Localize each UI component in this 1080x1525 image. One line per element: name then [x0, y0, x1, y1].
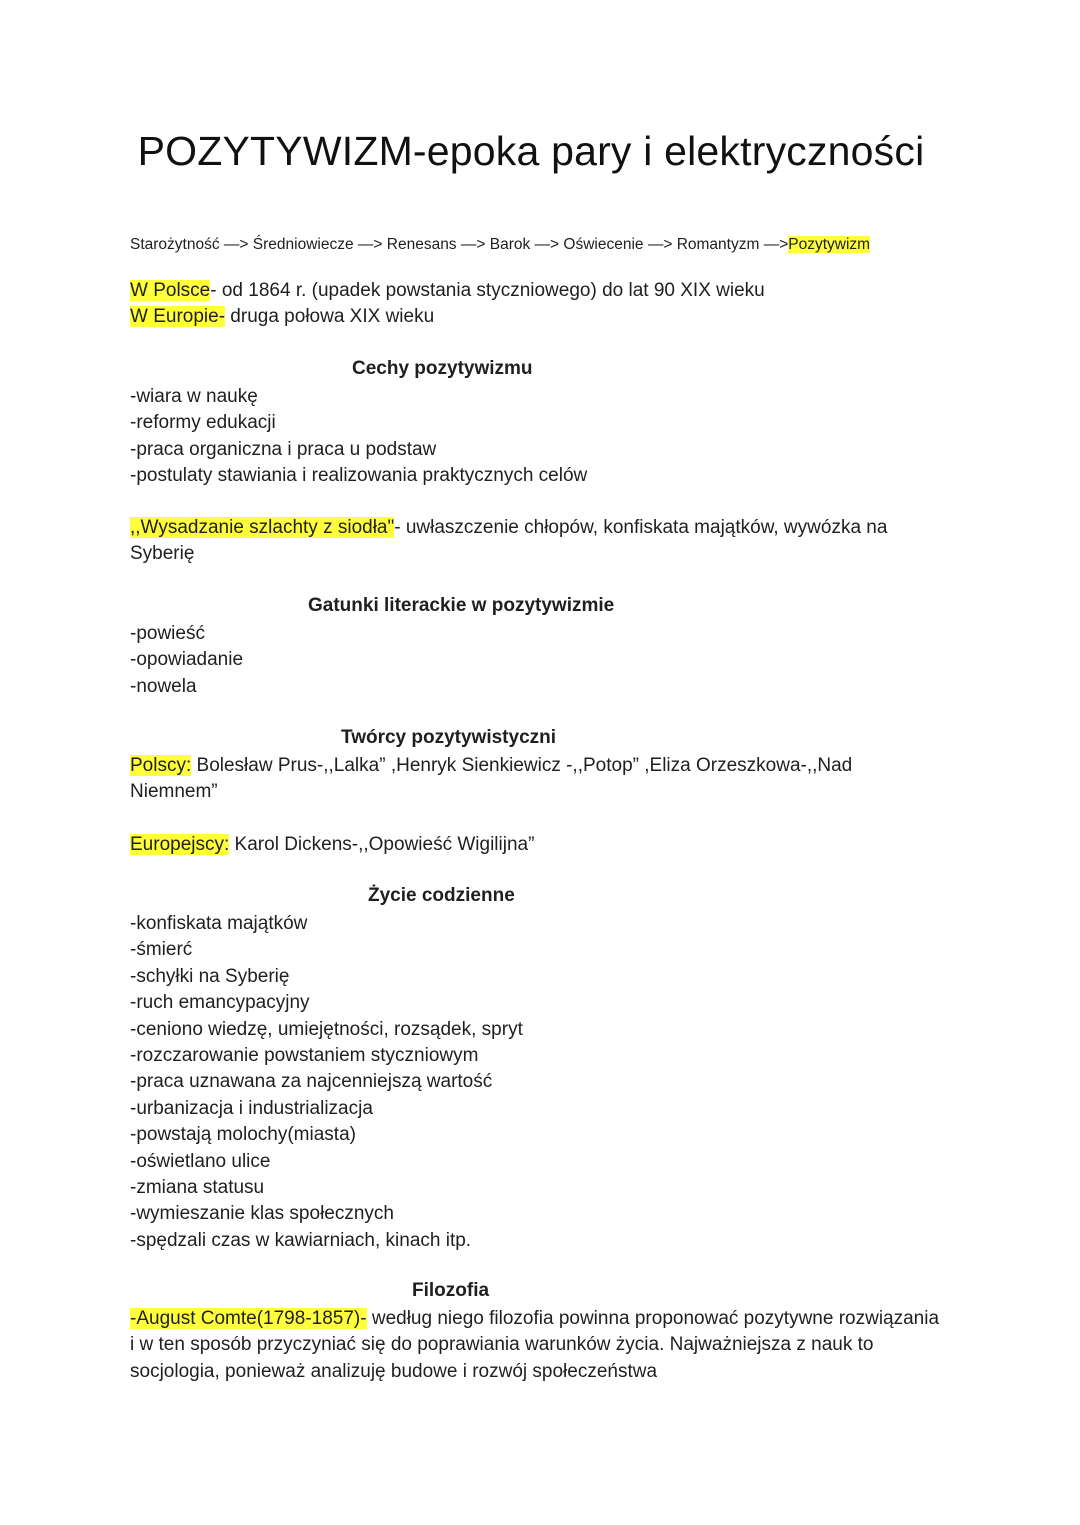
genres-list — [130, 621, 243, 700]
list-item: -urbanizacja i industrializacja — [130, 1097, 373, 1119]
poland-label: W Polsce — [130, 280, 211, 301]
list-item: -opowiadanie — [130, 649, 244, 671]
timeline-item: Oświecenie — [563, 236, 644, 253]
list-item: -powieść — [130, 623, 205, 644]
timeline-item: Barok — [489, 236, 531, 253]
quote-label: ,,Wysadzanie szlachty z siodła" — [130, 517, 395, 538]
page-title: POZYTYWIZM-epoka pary i elektryczności — [137, 128, 925, 174]
polish-authors-paragraph — [130, 753, 920, 806]
list-item: -schyłki na Syberię — [130, 965, 290, 987]
timeline-current-epoch: Pozytywizm — [788, 236, 871, 253]
timeline-separator: —> — [456, 236, 490, 253]
europe-label: W Europie- — [130, 306, 226, 328]
list-item: -oświetlano ulice — [130, 1150, 271, 1172]
european-authors-text: Karol Dickens-,,Opowieść Wigilijna” — [229, 834, 535, 855]
list-item: -praca organiczna i praca u podstaw — [130, 438, 437, 460]
philosophy-text: według niego filozofia powinna proponować pozytywne rozwiązania i w ten sposób przyczyniać się do poprawiania warunków życia. Najważniejsza z nauk to socjologia, ponieważ analizuję budowe i rozwój społeczeństwa — [130, 1308, 940, 1382]
timeline-separator: —> — [643, 236, 677, 253]
list-item: -praca uznawana za najcenniejszą wartość — [130, 1071, 493, 1093]
periods-paragraph — [130, 278, 950, 331]
list-item: -ruch emancypacyjny — [130, 992, 310, 1014]
list-item: -reformy edukacji — [130, 412, 276, 434]
timeline-item: Średniowiecze — [252, 236, 354, 253]
list-item: -postulaty stawiania i realizowania praktycznych celów — [130, 465, 588, 487]
timeline-item: Starożytność — [130, 236, 220, 253]
list-item: -rozczarowanie powstaniem styczniowym — [130, 1045, 479, 1067]
polish-authors-label: Polscy: — [130, 755, 192, 776]
poland-text: - od 1864 r. (upadek powstania styczniowego) do lat 90 XIX wieku — [210, 280, 765, 301]
list-item: -śmierć — [130, 939, 193, 961]
list-item: -ceniono wiedzę, umiejętności, rozsądek, spryt — [130, 1018, 523, 1040]
polish-authors-text: Bolesław Prus-,,Lalka” ,Henryk Sienkiewicz -,,Potop” ,Eliza Orzeszkowa-,,Nad Niemnem” — [130, 755, 853, 803]
authors-heading: Twórcy pozytywistyczni — [341, 727, 557, 748]
european-authors-paragraph — [130, 832, 950, 858]
list-item: -powstają molochy(miasta) — [130, 1124, 356, 1146]
timeline-items — [130, 236, 759, 253]
timeline-last-separator: —> — [759, 236, 789, 253]
genres-heading: Gatunki literackie w pozytywizmie — [308, 595, 615, 616]
quote-paragraph — [130, 515, 930, 568]
timeline-separator: —> — [353, 236, 387, 253]
daily-life-list — [130, 911, 523, 1254]
timeline-item: Renesans — [386, 236, 457, 253]
epoch-timeline — [130, 236, 870, 254]
list-item: -wiara w naukę — [130, 386, 258, 407]
list-item: -zmiana statusu — [130, 1177, 265, 1199]
list-item: -konfiskata majątków — [130, 913, 308, 934]
list-item: -wymieszanie klas społecznych — [130, 1203, 394, 1225]
quote-text: - uwłaszczenie chłopów, konfiskata majątków, wywózka na Syberię — [130, 517, 888, 565]
timeline-item: Romantyzm — [676, 236, 760, 253]
philosophy-label: -August Comte(1798-1857)- — [130, 1308, 367, 1329]
timeline-separator: —> — [530, 236, 564, 253]
philosophy-heading: Filozofia — [412, 1280, 490, 1301]
features-heading: Cechy pozytywizmu — [352, 358, 533, 379]
features-list — [130, 384, 587, 490]
daily-life-heading: Życie codzienne — [368, 885, 515, 906]
list-item: -nowela — [130, 675, 197, 697]
timeline-separator: —> — [219, 236, 253, 253]
list-item: -spędzali czas w kawiarniach, kinach itp. — [130, 1229, 472, 1251]
philosophy-paragraph — [130, 1306, 942, 1385]
europe-text: druga połowa XIX wieku — [225, 306, 435, 328]
european-authors-label: Europejscy: — [130, 834, 230, 855]
